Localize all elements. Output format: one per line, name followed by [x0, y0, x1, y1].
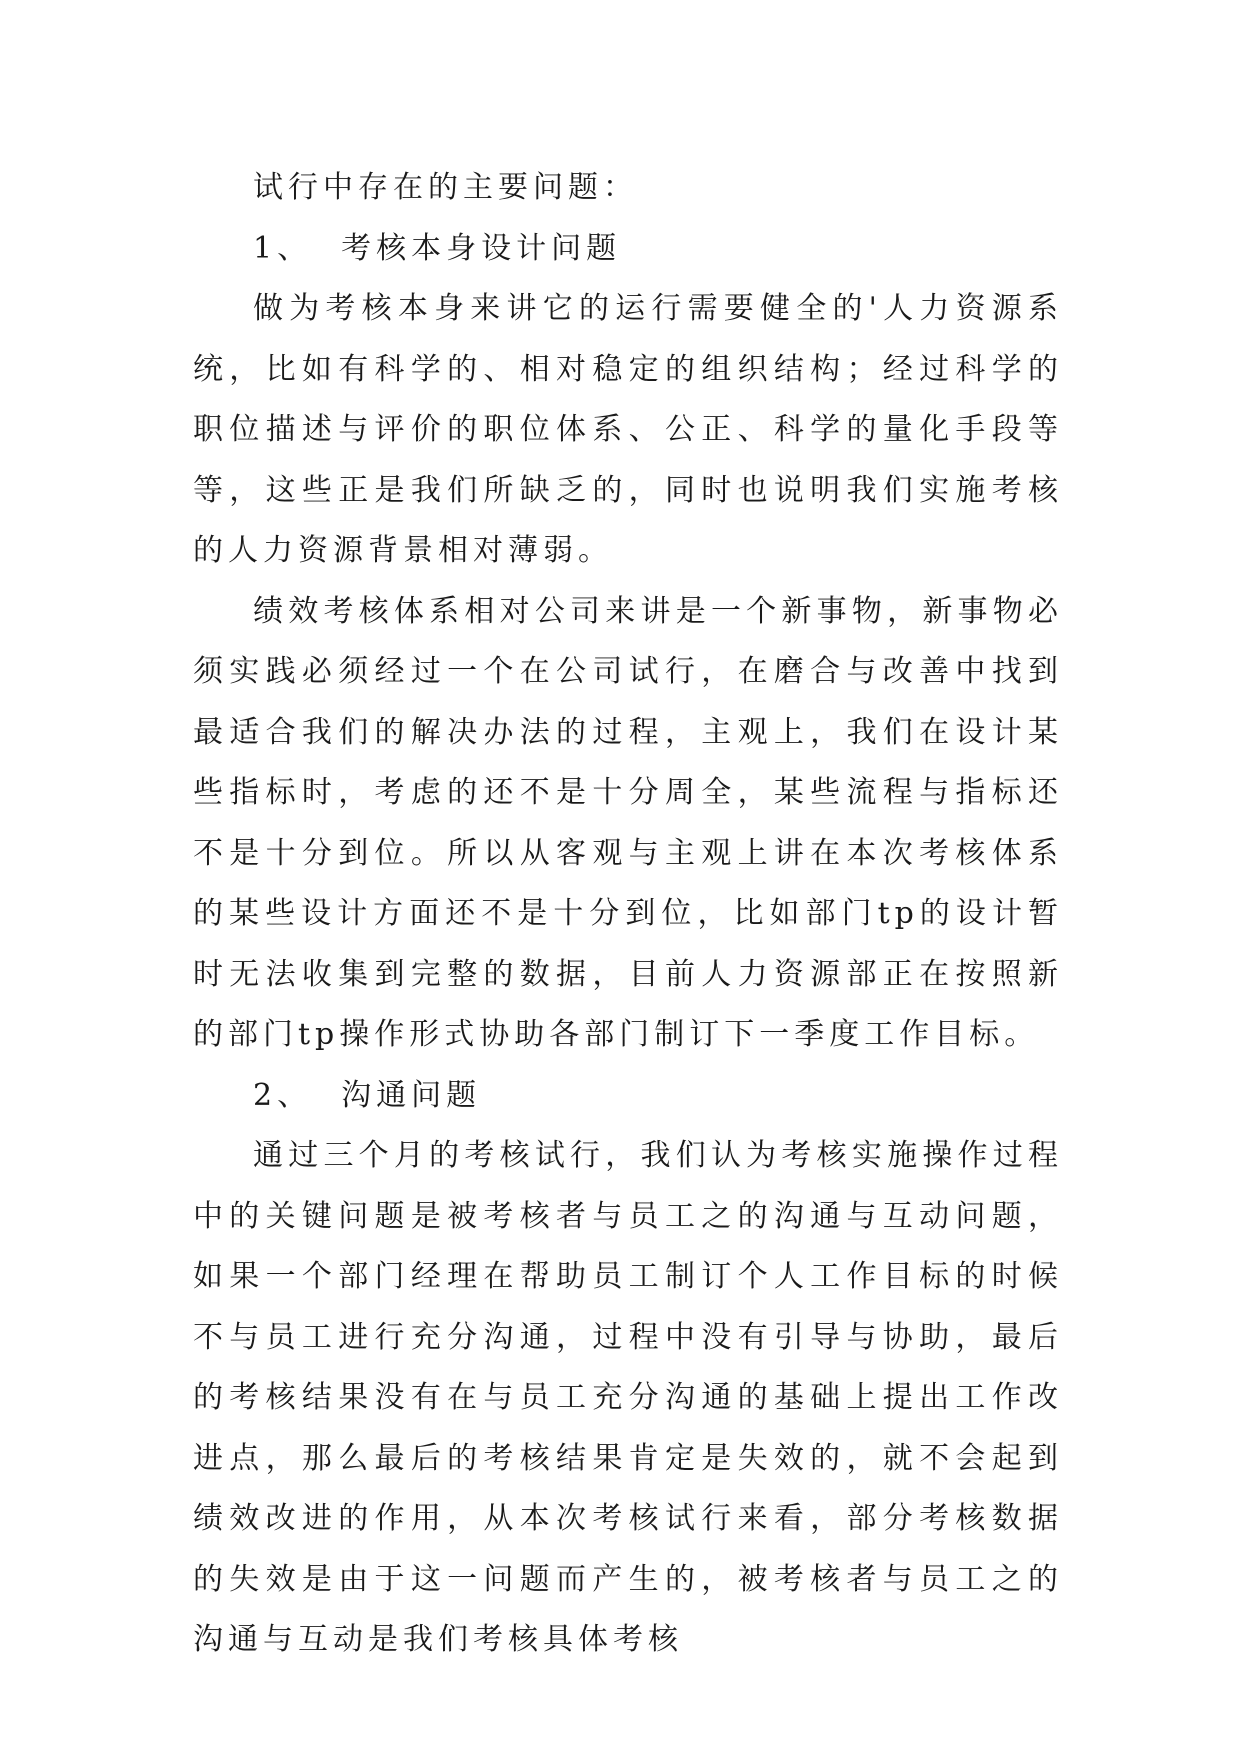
section-1-paragraph-2: 绩效考核体系相对公司来讲是一个新事物，新事物必须实践必须经过一个在公司试行，在磨合与改善中找到最适合我们的解决办法的过程，主观上，我们在设计某些指标时，考虑的还不是十分周全，某些流程与指标还不是十分到位。所以从客观与主观上讲在本次考核体系的某些设计方面还不是十分到位，比如部门tp的设计暂时无法收集到完整的数据，目前人力资源部正在按照新的部门tp操作形式协助各部门制订下一季度工作目标。 [193, 593, 1063, 1052]
intro-line: 试行中存在的主要问题： [253, 170, 638, 205]
section-1-heading: 1、 考核本身设计问题 [253, 230, 622, 266]
section-2-heading: 2、 沟通问题 [253, 1077, 482, 1113]
section-2-paragraph-1: 通过三个月的考核试行，我们认为考核实施操作过程中的关键问题是被考核者与员工之的沟通与互动问题，如果一个部门经理在帮助员工制订个人工作目标的时候不与员工进行充分沟通，过程中没有引导与协助，最后的考核结果没有在与员工充分沟通的基础上提出工作改进点，那么最后的考核结果肯定是失效的，就不会起到绩效改进的作用，从本次考核试行来看，部分考核数据的失效是由于这一问题而产生的，被考核者与员工之的沟通与互动是我们考核具体考核 [193, 1138, 1063, 1657]
section-1-paragraph-1: 做为考核本身来讲它的运行需要健全的'人力资源系统，比如有科学的、相对稳定的组织结构；经过科学的职位描述与评价的职位体系、公正、科学的量化手段等等，这些正是我们所缺乏的，同时也说明我们实施考核的人力资源背景相对薄弱。 [193, 291, 1063, 568]
document-body [193, 158, 1063, 1671]
